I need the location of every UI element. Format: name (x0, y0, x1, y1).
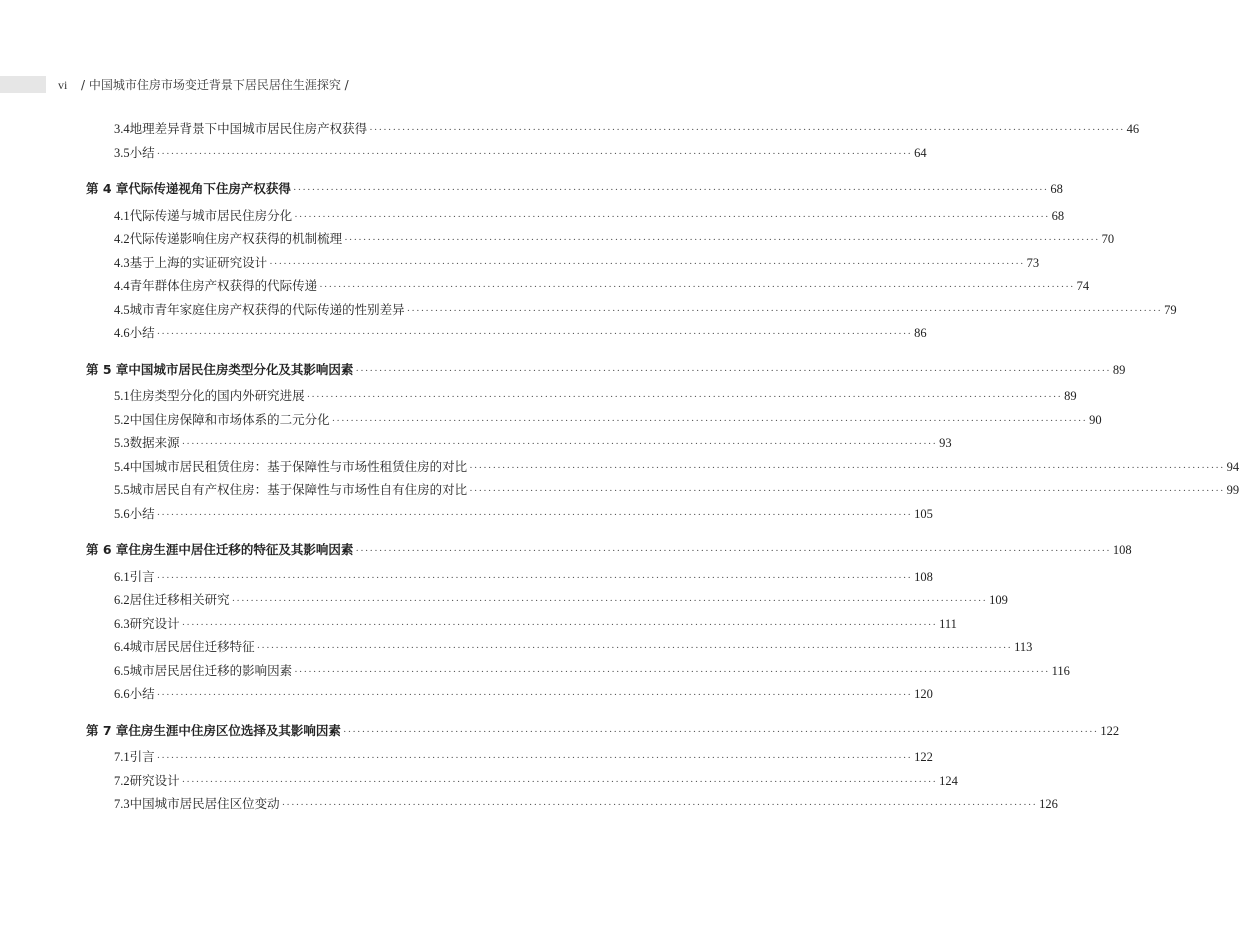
table-of-contents (86, 117, 1239, 816)
toc-entry-page: 89 (1112, 362, 1126, 377)
toc-leader-dots (182, 771, 937, 795)
toc-chapter-entry[interactable] (86, 358, 1126, 382)
toc-entry-title: 中国城市居民租赁住房：基于保障性与市场性租赁住房的对比 (129, 458, 468, 474)
toc-section-entry[interactable] (86, 635, 1033, 659)
toc-entry-page: 109 (989, 593, 1008, 607)
toc-entry-page: 68 (1051, 208, 1065, 223)
toc-leader-dots (294, 206, 1049, 230)
toc-entry-page: 93 (939, 436, 952, 450)
toc-entry-title: 小结 (129, 505, 155, 521)
toc-section-entry[interactable] (86, 455, 1239, 479)
toc-leader-dots (269, 253, 1024, 277)
toc-section-entry[interactable] (86, 321, 927, 345)
toc-entry-number: 7.3 (114, 797, 130, 811)
toc-entry-page: 64 (914, 145, 927, 160)
toc-leader-dots (157, 567, 912, 591)
toc-entry-title: 代际传递与城市居民住房分化 (129, 207, 293, 223)
toc-entry-title: 小结 (129, 686, 155, 701)
toc-entry-page: 108 (1112, 543, 1132, 557)
toc-chapter-entry[interactable] (86, 719, 1120, 743)
toc-entry-title: 城市居民自有产权住房：基于保障性与市场性自有住房的对比 (129, 482, 468, 497)
toc-leader-dots (157, 747, 912, 771)
toc-section-entry[interactable] (86, 769, 958, 793)
toc-entry-title: 小结 (129, 325, 155, 340)
toc-section-entry[interactable] (86, 431, 952, 455)
toc-entry-page: 122 (914, 750, 933, 764)
toc-entry-page: 86 (914, 326, 927, 340)
toc-entry-title: 住房生涯中居住迁移的特征及其影响因素 (128, 542, 354, 557)
toc-entry-number: 第 4 章 (86, 181, 129, 196)
toc-entry-title: 数据来源 (129, 435, 180, 450)
toc-entry-title: 中国城市居民居住区位变动 (129, 796, 280, 811)
toc-entry-page: 105 (914, 506, 933, 521)
toc-entry-title: 城市青年家庭住房产权获得的代际传递的性别差异 (129, 301, 405, 317)
toc-section-entry[interactable] (86, 565, 933, 589)
toc-entry-title: 住房生涯中住房区位选择及其影响因素 (128, 722, 341, 738)
toc-leader-dots (293, 179, 1048, 203)
toc-leader-dots (343, 721, 1098, 745)
toc-leader-dots (232, 590, 987, 614)
toc-leader-dots (355, 360, 1110, 384)
toc-section-entry[interactable] (86, 478, 1239, 502)
toc-leader-dots (369, 119, 1124, 143)
toc-section-entry[interactable] (86, 612, 957, 636)
toc-entry-number: 5.6 (114, 506, 130, 521)
toc-entry-number: 5.4 (114, 459, 130, 474)
toc-entry-page: 89 (1064, 389, 1077, 403)
toc-section-entry[interactable] (86, 588, 1008, 612)
toc-section-entry[interactable] (86, 682, 933, 706)
toc-entry-number: 6.2 (114, 593, 130, 607)
toc-leader-dots (157, 323, 912, 347)
toc-leader-dots (407, 300, 1162, 324)
toc-entry-number: 5.5 (114, 483, 130, 497)
toc-entry-page: 113 (1014, 640, 1033, 654)
toc-entry-number: 6.5 (114, 663, 130, 678)
toc-entry-title: 住房类型分化的国内外研究进展 (129, 388, 305, 403)
toc-entry-number: 4.6 (114, 326, 130, 340)
toc-entry-number: 4.5 (114, 302, 130, 317)
toc-entry-page: 68 (1050, 182, 1063, 196)
toc-section-entry[interactable] (86, 408, 1102, 432)
running-title: / 中国城市住房市场变迁背景下居民居住生涯探究 / (81, 78, 349, 92)
toc-entry-title: 代际传递影响住房产权获得的机制梳理 (129, 231, 343, 246)
toc-leader-dots (157, 684, 912, 708)
toc-chapter-entry[interactable] (86, 177, 1063, 201)
toc-section-entry[interactable] (86, 204, 1065, 228)
toc-entry-title: 基于上海的实证研究设计 (129, 254, 268, 270)
toc-section-entry[interactable] (86, 659, 1070, 683)
toc-section-entry[interactable] (86, 792, 1058, 816)
toc-leader-dots (332, 410, 1087, 434)
toc-entry-number: 第 5 章 (86, 361, 129, 377)
toc-entry-title: 城市居民居住迁移特征 (129, 639, 255, 654)
toc-leader-dots (469, 480, 1224, 504)
toc-entry-page: 122 (1100, 723, 1120, 738)
toc-entry-title: 居住迁移相关研究 (129, 592, 230, 607)
toc-entry-number: 4.2 (114, 232, 130, 246)
toc-entry-page: 90 (1089, 412, 1102, 427)
toc-section-entry[interactable] (86, 117, 1140, 141)
toc-entry-title: 中国住房保障和市场体系的二元分化 (129, 411, 330, 427)
toc-entry-number: 6.4 (114, 640, 130, 654)
toc-leader-dots (282, 794, 1037, 818)
toc-section-entry[interactable] (86, 384, 1077, 408)
toc-entry-number: 5.2 (114, 412, 130, 427)
toc-entry-number: 6.3 (114, 616, 130, 631)
toc-entry-page: 73 (1026, 255, 1040, 270)
toc-section-entry[interactable] (86, 227, 1115, 251)
toc-entry-number: 5.1 (114, 389, 130, 403)
toc-leader-dots (355, 540, 1110, 564)
toc-entry-title: 青年群体住房产权获得的代际传递 (129, 278, 318, 293)
toc-leader-dots (294, 661, 1049, 685)
toc-entry-page: 108 (914, 569, 933, 584)
toc-section-entry[interactable] (86, 502, 933, 526)
toc-entry-page: 124 (939, 773, 958, 788)
toc-section-entry[interactable] (86, 298, 1177, 322)
toc-leader-dots (182, 614, 937, 638)
toc-section-entry[interactable] (86, 141, 927, 165)
toc-section-entry[interactable] (86, 274, 1090, 298)
page-number: vi (58, 78, 68, 92)
toc-entry-page: 120 (914, 687, 933, 701)
toc-entry-number: 7.1 (114, 750, 130, 764)
toc-section-entry[interactable] (86, 745, 933, 769)
toc-chapter-entry[interactable] (86, 538, 1132, 562)
toc-entry-title: 研究设计 (129, 772, 180, 788)
toc-entry-page: 70 (1101, 232, 1115, 246)
toc-entry-title: 地理差异背景下中国城市居民住房产权获得 (129, 121, 368, 136)
toc-entry-page: 116 (1051, 663, 1070, 678)
toc-entry-title: 代际传递视角下住房产权获得 (128, 181, 291, 196)
toc-entry-page: 94 (1226, 459, 1239, 474)
toc-entry-page: 79 (1164, 302, 1177, 317)
toc-leader-dots (257, 637, 1012, 661)
toc-entry-title: 引言 (129, 568, 155, 584)
toc-leader-dots (469, 457, 1224, 481)
header-gray-bar (0, 76, 46, 93)
toc-entry-page: 74 (1076, 279, 1090, 293)
toc-entry-number: 第 6 章 (86, 542, 129, 557)
toc-entry-number: 7.2 (114, 773, 130, 788)
toc-entry-number: 第 7 章 (86, 722, 129, 738)
toc-entry-page: 126 (1039, 797, 1058, 811)
toc-entry-page: 99 (1226, 483, 1239, 497)
toc-entry-title: 中国城市居民住房类型分化及其影响因素 (128, 361, 354, 377)
toc-leader-dots (157, 143, 912, 167)
toc-leader-dots (344, 229, 1099, 253)
toc-entry-title: 研究设计 (129, 615, 180, 631)
toc-leader-dots (319, 276, 1074, 300)
toc-entry-title: 小结 (129, 144, 155, 160)
toc-entry-title: 城市居民居住迁移的影响因素 (129, 662, 293, 678)
toc-entry-number: 6.6 (114, 687, 130, 701)
toc-entry-number: 4.3 (114, 255, 130, 270)
toc-entry-title: 引言 (129, 749, 155, 764)
toc-leader-dots (157, 504, 912, 528)
toc-entry-number: 3.4 (114, 122, 130, 136)
toc-entry-page: 46 (1126, 122, 1140, 136)
toc-entry-number: 4.4 (114, 279, 130, 293)
toc-section-entry[interactable] (86, 251, 1040, 275)
toc-entry-page: 111 (939, 616, 957, 631)
toc-entry-number: 4.1 (114, 208, 130, 223)
toc-leader-dots (182, 433, 937, 457)
toc-entry-number: 6.1 (114, 569, 130, 584)
toc-entry-number: 5.3 (114, 436, 130, 450)
toc-entry-number: 3.5 (114, 145, 130, 160)
toc-leader-dots (307, 386, 1062, 410)
